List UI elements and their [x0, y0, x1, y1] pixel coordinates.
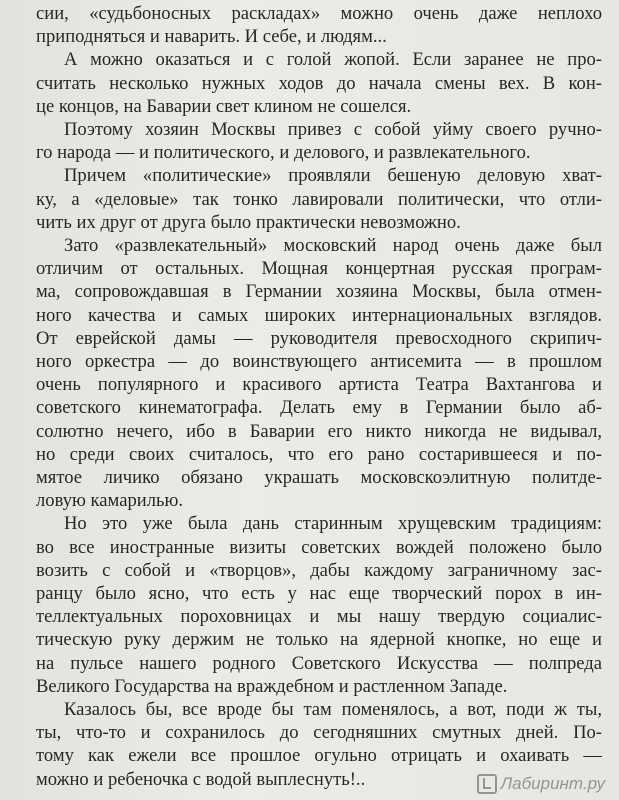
text-line: возить с собой и «творцов», дабы каждому заграничному зас- — [36, 559, 602, 581]
text-line: тическую руку держим не только на ядерной кнопке, но еще и — [36, 629, 602, 651]
text-line: на пульсе нашего родного Советского Искусства — полпреда — [36, 652, 602, 674]
text-line: Но это уже была дань старинным хрущевским традициям: — [64, 513, 602, 535]
text-line: Причем «политические» проявляли бешеную деловую хват- — [64, 165, 602, 187]
text-line: Великого Государства на враждебном и растленном Западе. — [36, 675, 508, 697]
text-line: во все иностранные визиты советских вождей положено было — [36, 536, 602, 558]
labirint-logo-icon — [477, 774, 497, 794]
text-line: приподняться и наварить. И себе, и людям... — [36, 26, 387, 48]
text-line: Поэтому хозяин Москвы привез с собой уйму своего ручно- — [64, 119, 602, 140]
text-line: считать несколько нужных ходов до начала смены вех. В кон- — [36, 72, 602, 94]
text-line: ты, что-то и сохранилось до сегодняшних смутных дней. По- — [36, 722, 602, 744]
watermark-text: Лабиринт.ру — [500, 774, 605, 793]
text-line: но среди своих считалось, что его рано состарившееся и по- — [36, 443, 602, 465]
text-line: го народа — и политического, и делового, и развлекательного. — [36, 142, 531, 164]
text-line: А можно оказаться и с голой жопой. Если заранее не про- — [64, 49, 602, 71]
text-line: це концов, на Баварии свет клином не сошелся. — [36, 95, 412, 117]
text-line: отличим от остальных. Мощная концертная русская програм- — [36, 258, 602, 280]
text-line: советского кинематографа. Делать ему в Германии было аб- — [36, 397, 602, 419]
text-line: солютно нечего, ибо в Баварии его никто никогда не видывал, — [36, 420, 602, 442]
text-line: От еврейской дамы — руководителя превосходного скрипич- — [36, 327, 602, 349]
text-line: очень популярного и красивого артиста Театра Вахтангова и — [36, 374, 602, 396]
text-line: теллектуальных пороховницах и мы нашу твердую социалис- — [36, 606, 602, 628]
text-line: Казалось бы, все вроде бы там поменялось, а вот, поди ж ты, — [64, 699, 602, 720]
text-line: тому как ежели все прошлое огульно отрицать и охаивать — — [36, 745, 602, 767]
text-line: ного оркестра — до воинствующего антисемита — в прошлом — [36, 351, 602, 372]
text-line: Зато «развлекательный» московский народ очень даже был — [64, 235, 602, 256]
watermark — [477, 774, 605, 794]
text-line: мятое личико обязано украшать московскоэлитную политде- — [36, 467, 602, 488]
text-line: чить их друг от друга было практически невозможно. — [36, 211, 461, 233]
text-line: можно и ребеночка с водой выплеснуть!.. — [36, 768, 366, 790]
text-line: ловую камарилью. — [36, 490, 183, 512]
text-line: ку, а «деловые» так тонко лавировали политически, что отли- — [36, 188, 602, 210]
text-line: ма, сопровождавшая в Германии хозяина Москвы, была отмен- — [36, 281, 602, 303]
text-line: сии, «судьбоносных раскладах» можно очень даже неплохо — [36, 3, 602, 24]
text-line: ранцу было ясно, что есть у нас еще творческий порох в ин- — [36, 583, 602, 604]
text-line: ного качества и самых широких интернациональных взглядов. — [36, 304, 602, 326]
